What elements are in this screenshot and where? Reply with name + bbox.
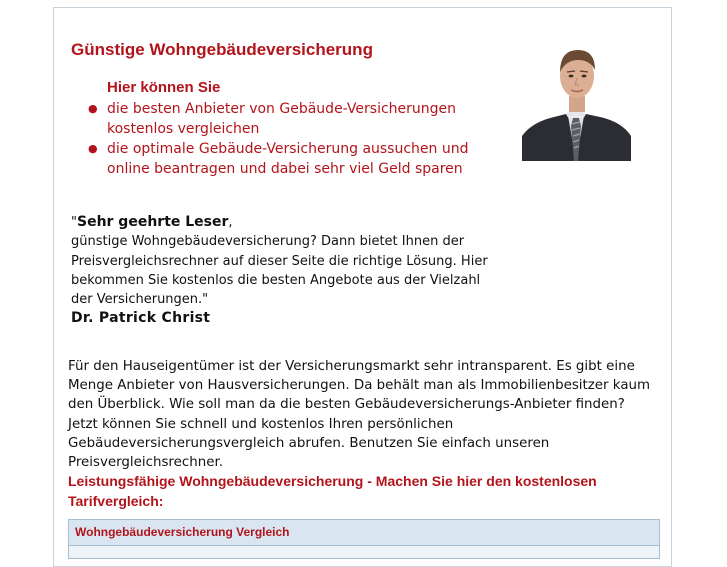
author-quote (71, 213, 491, 309)
benefit-text: die besten Anbieter von Gebäude-Versicherungen kostenlos vergleichen (107, 101, 457, 137)
comparison-widget-header: Wohngebäudeversicherung Vergleich (69, 520, 659, 546)
author-portrait (522, 38, 631, 161)
benefit-item (88, 139, 508, 179)
quote-salutation: Sehr geehrte Leser (76, 214, 229, 230)
author-signature: Dr. Patrick Christ (71, 310, 211, 326)
benefit-text: die optimale Gebäude-Versicherung aussuchen und online beantragen und dabei sehr viel Geld sparen (107, 141, 469, 177)
intro-heading: Hier können Sie (107, 79, 221, 96)
quote-open-mark: " (71, 215, 77, 230)
benefit-list (88, 99, 508, 179)
comparison-widget[interactable] (68, 519, 660, 559)
benefit-item (88, 99, 508, 139)
bullet-dot-icon: ● (88, 102, 98, 115)
comparison-call-to-action: Leistungsfähige Wohngebäudeversicherung - Machen Sie hier den kostenlosen Tarifvergleich: (68, 473, 597, 509)
body-paragraph-2: Jetzt können Sie schnell und kostenlos Ihren persönlichen Gebäudeversicherungsvergleich abrufen. Benutzen Sie einfach unseren Preisvergleichsrechner. (68, 416, 550, 471)
page-title: Günstige Wohngebäudeversicherung (71, 40, 373, 59)
quote-text: günstige Wohngebäudeversicherung? Dann bietet Ihnen der Preisvergleichsrechner auf dieser Seite die richtige Lösung. Hier bekommen Sie kostenlos die besten Angebote aus der Vielzahl der Versicherungen." (71, 234, 488, 308)
bullet-dot-icon: ● (88, 142, 98, 155)
quote-comma: , (228, 215, 233, 230)
body-paragraphs (68, 357, 658, 472)
body-paragraph-1: Für den Hauseigentümer ist der Versicherungsmarkt sehr intransparent. Es gibt eine Menge Anbieter von Hausversicherungen. Da behält man als Immobilienbesitzer kaum den Überblick. Wie soll man da die besten Gebäudeversicherungs-Anbieter finden? (68, 359, 651, 413)
